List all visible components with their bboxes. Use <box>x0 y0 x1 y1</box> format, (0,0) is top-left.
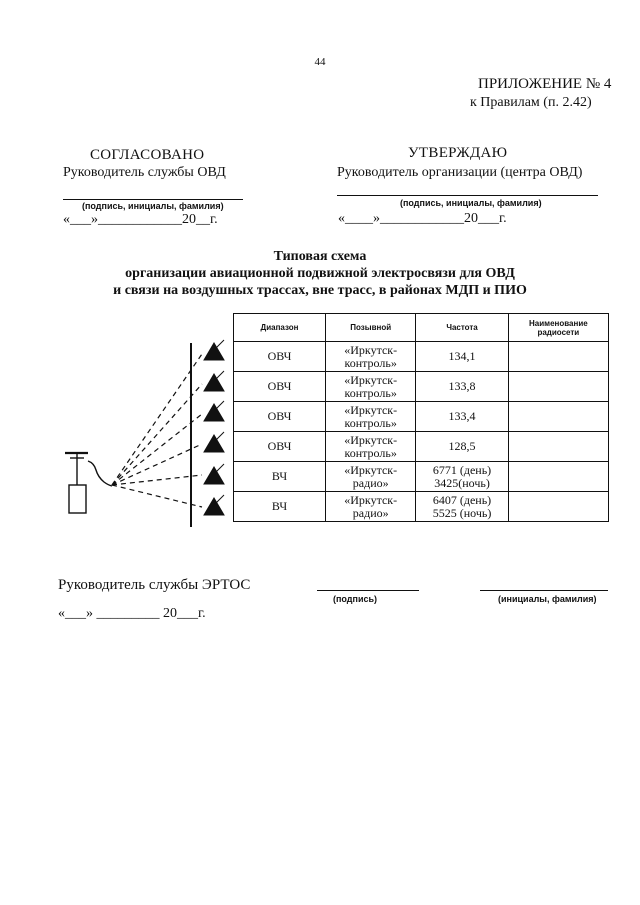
approved-date-line: «____»____________20___г. <box>338 211 507 226</box>
transmitter-icon <box>204 374 224 391</box>
cell-frequency: 6771 (день) 3425(ночь) <box>416 462 508 492</box>
cell-callsign: «Иркутск- контроль» <box>326 402 416 432</box>
footer-role: Руководитель службы ЭРТОС <box>58 577 251 593</box>
agreed-signature-caption: (подпись, инициалы, фамилия) <box>82 201 224 211</box>
table-row <box>234 462 609 492</box>
cell-band: ВЧ <box>234 492 326 522</box>
cell-network-name <box>508 462 608 492</box>
scheme-title-line3: и связи на воздушных трассах, вне трасс, в районах МДП и ПИО <box>113 283 527 298</box>
cell-callsign: «Иркутск- радио» <box>326 462 416 492</box>
approved-role: Руководитель организации (центра ОВД) <box>337 165 583 180</box>
table-header-row <box>234 314 609 342</box>
transmitter-icon <box>204 435 224 452</box>
radio-links <box>112 354 202 507</box>
transmitter-icon <box>204 498 224 515</box>
transmitter-icons <box>204 340 224 515</box>
cell-callsign: «Иркутск- контроль» <box>326 342 416 372</box>
transmitter-icon <box>204 404 224 421</box>
cell-callsign: «Иркутск- радио» <box>326 492 416 522</box>
cell-network-name <box>508 372 608 402</box>
scheme-title-line1: Типовая схема <box>273 249 367 264</box>
cell-network-name <box>508 402 608 432</box>
transmitter-icon <box>204 467 224 484</box>
footer-signature-line <box>317 590 419 591</box>
footer-date-line: «___» _________ 20___г. <box>58 606 206 621</box>
cell-callsign: «Иркутск- контроль» <box>326 372 416 402</box>
page-number: 44 <box>314 56 326 68</box>
appendix-title: ПРИЛОЖЕНИЕ № 4 <box>478 76 612 92</box>
footer-name-line <box>480 590 608 591</box>
approved-heading: УТВЕРЖДАЮ <box>408 145 508 161</box>
agreed-signature-line <box>63 199 243 200</box>
cell-band: ВЧ <box>234 462 326 492</box>
header-network-name: Наименование радиосети <box>508 314 608 342</box>
table-row <box>234 342 609 372</box>
cell-frequency: 133,4 <box>416 402 508 432</box>
transmitter-icon <box>204 343 224 360</box>
cell-network-name <box>508 492 608 522</box>
agreed-role: Руководитель службы ОВД <box>63 165 226 180</box>
cell-band: ОВЧ <box>234 372 326 402</box>
cell-callsign: «Иркутск- контроль» <box>326 432 416 462</box>
agreed-date-line: «___»____________20__г. <box>63 212 218 227</box>
header-callsign: Позывной <box>326 314 416 342</box>
footer-signature-caption: (подпись) <box>333 594 378 604</box>
cell-frequency: 133,8 <box>416 372 508 402</box>
cell-band: ОВЧ <box>234 432 326 462</box>
header-frequency: Частота <box>416 314 508 342</box>
header-band: Диапазон <box>234 314 326 342</box>
cell-network-name <box>508 432 608 462</box>
cell-network-name <box>508 342 608 372</box>
table-row <box>234 492 609 522</box>
approved-signature-line <box>337 195 598 196</box>
cell-frequency: 134,1 <box>416 342 508 372</box>
cell-frequency: 128,5 <box>416 432 508 462</box>
agreed-heading: СОГЛАСОВАНО <box>90 147 205 163</box>
frequency-table <box>233 313 609 522</box>
approved-signature-caption: (подпись, инициалы, фамилия) <box>400 198 542 208</box>
scheme-title-line2: организации авиационной подвижной электросвязи для ОВД <box>125 266 515 281</box>
table-row <box>234 372 609 402</box>
cell-frequency: 6407 (день) 5525 (ночь) <box>416 492 508 522</box>
appendix-subtitle: к Правилам (п. 2.42) <box>470 95 592 110</box>
table-row <box>234 402 609 432</box>
footer-name-caption: (инициалы, фамилия) <box>498 594 597 604</box>
aircraft-station-icon <box>65 453 112 513</box>
table-row <box>234 432 609 462</box>
cell-band: ОВЧ <box>234 342 326 372</box>
cell-band: ОВЧ <box>234 402 326 432</box>
